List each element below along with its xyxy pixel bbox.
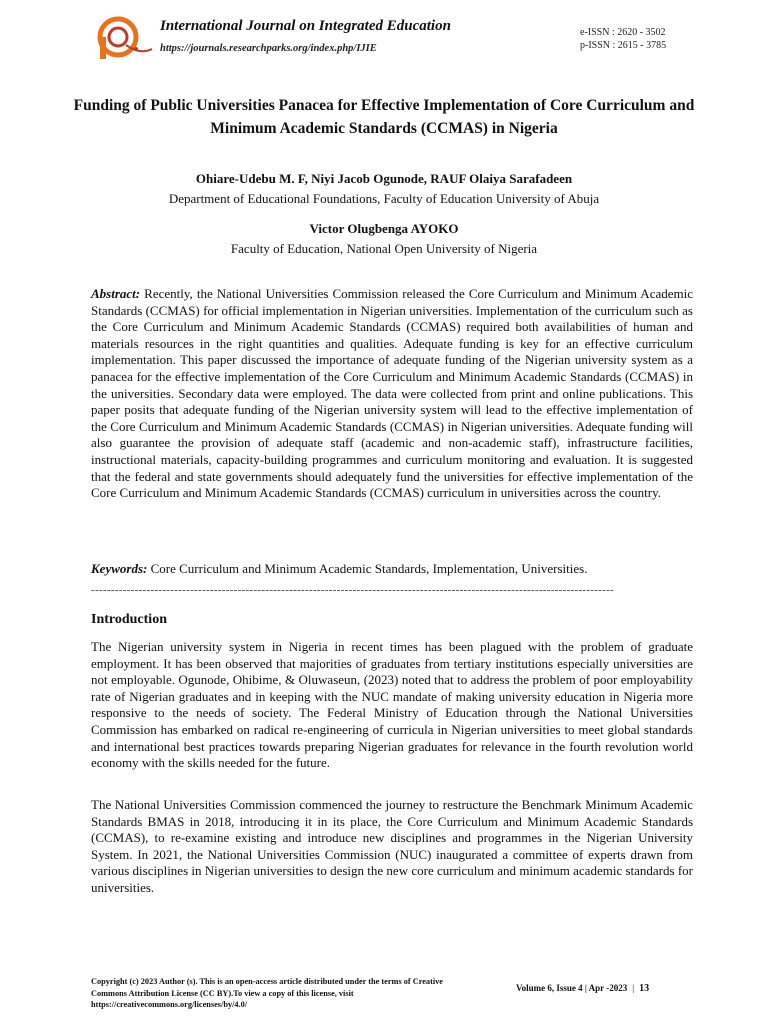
footer-volume-info	[516, 983, 649, 994]
keywords	[91, 561, 693, 578]
affiliation-secondary: Faculty of Education, National Open University of Nigeria	[230, 241, 538, 256]
introduction-paragraph-2: The National Universities Commission commenced the journey to restructure the Benchmark Minimum Academic Standards BMAS in 2018, introducing it in its place, the Core Curriculum and Minimum Academic Standards (CCMAS), to re-examine existing and introduce new disciplines and programmes in the Nigerian University System. In 2021, the National Universities Commission (NUC) inaugurated a committee of experts drawn from various disciplines in Nigerian universities to design the new core curriculum and minimum academic standards for universities.	[91, 797, 693, 895]
journal-title: International Journal on Integrated Education	[160, 18, 451, 34]
e-issn: e-ISSN : 2620 - 3502	[580, 27, 666, 38]
journal-logo-icon	[96, 15, 154, 63]
volume-issue: Volume 6, Issue 4 | Apr -2023	[516, 983, 628, 993]
introduction-paragraph-1: The Nigerian university system in Nigeria in recent times has been plagued with the problem of graduate employment. It has been observed that majorities of graduates from tertiary institutions especially universities are not employable. Ogunode, Ohibime, & Oluwaseun, (2023) noted that to address the problem of poor employability rate of Nigerian graduates and in keeping with the NUC mandate of making university education in Nigeria more responsive to the needs of society. The Federal Ministry of Education through the National Universities Commission has embarked on radical re-engineering of curricula in Nigerian universities to meet global standards and international best practices towards preparing Nigerian graduates for relevance in the fourth revolution world economy with the skills needed for the future.	[91, 639, 693, 771]
authors-secondary: Victor Olugbenga AYOKO	[309, 221, 459, 236]
authors-primary: Ohiare-Udebu M. F, Niyi Jacob Ogunode, RAUF Olaiya Sarafadeen	[195, 171, 573, 186]
keywords-label: Keywords:	[91, 561, 148, 576]
abstract	[91, 286, 693, 502]
page-number: 13	[639, 983, 650, 994]
p-issn: p-ISSN : 2615 - 3785	[580, 40, 667, 51]
abstract-text: Recently, the National Universities Commission released the Core Curriculum and Minimum Academic Standards (CCMAS) for official implementation in Nigerian universities. Implementation of the curriculum such as the Core Curriculum and Minimum Academic Standards (CCMAS) required both availabilities of human and materials resources in the right quantities and qualities. Adequate funding is key for an effective curriculum implementation. This paper discussed the importance of adequate funding of the Nigerian university system as a panacea for the effective implementation of the Core Curriculum and Minimum Academic Standards (CCMAS) in the universities. Secondary data were employed. The data were collected from print and online publications. This paper posits that adequate funding of the Nigerian university system will lead to the effective implementation of the Core Curriculum and Minimum Academic Standards (CCMAS) in Nigerian universities. Adequate funding will also guarantee the provision of adequate staff (academic and non-academic staff), infrastructure facilities, instructional materials, capacity-building programmes and curriculum monitoring and evaluation. It is suggested that the federal and state governments should adequately fund the universities for effective implementation of the Core Curriculum and Minimum Academic Standards (CCMAS) curriculum in universities across the country.	[91, 286, 693, 501]
introduction-heading: Introduction	[91, 612, 167, 627]
footer-separator: |	[632, 983, 635, 993]
abstract-label: Abstract:	[91, 286, 141, 301]
issn-block	[580, 26, 666, 52]
keywords-text: Core Curriculum and Minimum Academic Standards, Implementation, Universities.	[147, 561, 588, 576]
section-divider: ------------------------------------------------------------------------------------------------------------------------------------	[91, 585, 615, 595]
paper-title: Funding of Public Universities Panacea for Effective Implementation of Core Curriculum and Minimum Academic Standards (CCMAS) in Nigeria	[73, 97, 695, 137]
journal-url-link[interactable]: https://journals.researchparks.org/index.php/IJIE	[160, 43, 377, 54]
affiliation-primary: Department of Educational Foundations, Faculty of Education University of Abuja	[168, 191, 600, 206]
copyright-notice: Copyright (c) 2023 Author (s). This is an open-access article distributed under the terms of Creative Commons Attribution License (CC BY).To view a copy of this license, visit https://creativecommons.org/licenses/by/4.0/	[91, 977, 443, 1009]
